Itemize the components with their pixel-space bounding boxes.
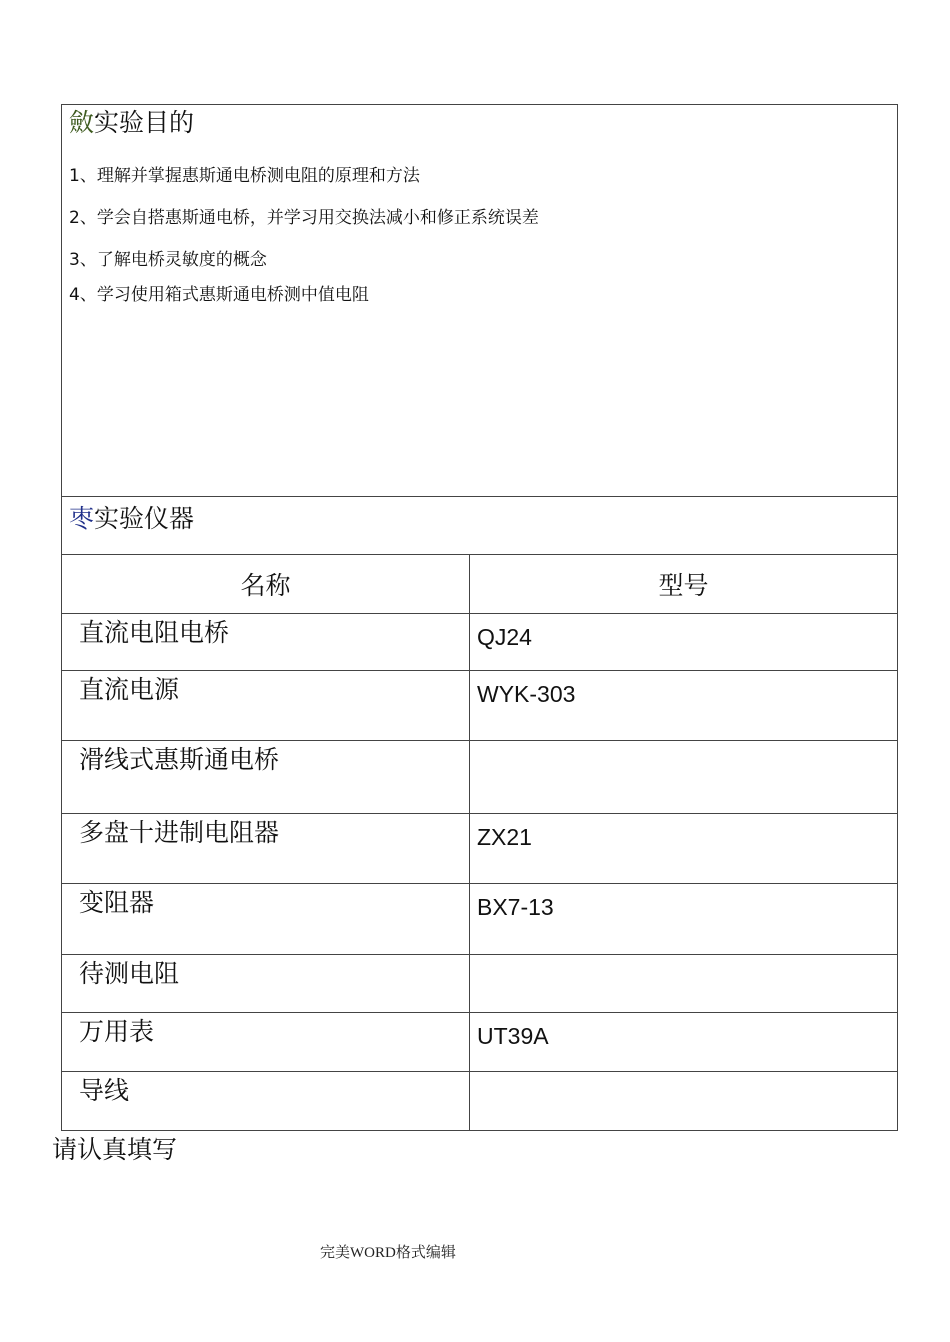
table-row	[62, 884, 897, 955]
purpose-item-2: 2、学会自搭惠斯通电桥，并学习用交换法减小和修正系统误差	[69, 208, 539, 228]
purpose-item-4: 4、学习使用箱式惠斯通电桥测中值电阻	[69, 285, 369, 305]
instrument-model	[470, 955, 898, 1013]
instrument-name: 滑线式惠斯通电桥	[62, 741, 470, 814]
instrument-model: QJ24	[470, 614, 898, 671]
table-row	[62, 955, 897, 1013]
instrument-model: UT39A	[470, 1013, 898, 1072]
table-row	[62, 1013, 897, 1072]
instrument-name: 直流电阻电桥	[62, 614, 470, 671]
fill-note: 请认真填写	[52, 1135, 178, 1164]
table-row	[62, 814, 897, 884]
table-row	[62, 614, 897, 671]
instruments-table	[62, 555, 897, 1130]
instrument-name: 直流电源	[62, 671, 470, 741]
instrument-name: 多盘十进制电阻器	[62, 814, 470, 884]
purpose-item-1: 1、理解并掌握惠斯通电桥测电阻的原理和方法	[69, 166, 420, 186]
instruments-title: 实验仪器	[94, 504, 195, 533]
purpose-title: 实验目的	[94, 108, 195, 137]
instrument-name: 导线	[62, 1072, 470, 1130]
instrument-name: 待测电阻	[62, 955, 470, 1013]
footer-watermark: 完美WORD格式编辑	[320, 1245, 456, 1261]
instrument-model	[470, 741, 898, 814]
instrument-model: BX7-13	[470, 884, 898, 955]
instrument-name: 变阻器	[62, 884, 470, 955]
instruments-mark: 枣	[69, 504, 95, 533]
table-row	[62, 1072, 897, 1130]
table-header-row	[62, 555, 897, 614]
purpose-item-3: 3、了解电桥灵敏度的概念	[69, 250, 267, 270]
instrument-name: 万用表	[62, 1013, 470, 1072]
header-model: 型号	[658, 571, 709, 600]
instruments-section-heading	[62, 497, 897, 555]
purpose-heading	[69, 108, 194, 138]
header-name: 名称	[62, 555, 470, 614]
table-row	[62, 671, 897, 741]
table-row	[62, 741, 897, 814]
instrument-model	[470, 1072, 898, 1130]
purpose-section	[62, 105, 897, 497]
purpose-mark: 斂	[69, 108, 95, 137]
instrument-model: WYK-303	[470, 671, 898, 741]
instrument-model: ZX21	[470, 814, 898, 884]
experiment-sheet	[61, 104, 898, 1131]
instruments-heading	[69, 504, 194, 534]
